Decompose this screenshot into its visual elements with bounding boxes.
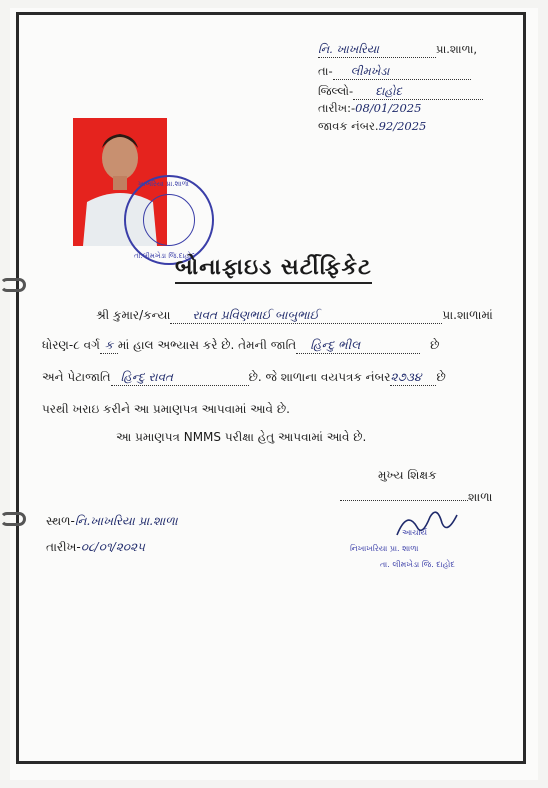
sig-stamp-line1: આચાર્ય [402,528,428,537]
principal-signature [392,505,462,545]
header-district-line: જિલ્લો- દાહોદ [318,84,483,100]
header-school-line: નિ. ખાખરિયા પ્રા.શાળા, [318,42,478,56]
body-line-1: શ્રી કુમાર/કન્યા રાવત પ્રવિણભાઈ બાબુભાઈ પ્રા.શાળામાં [96,308,493,322]
footer-place: સ્થળ-નિ.ખાખરિયા પ્રા.શાળા [46,514,178,528]
header-outward-line: જાવક નંબર.92/2025 [318,119,427,133]
principal-school-line: શાળા [340,490,493,505]
sig-stamp-line3: તા. લીમખેડા જિ. દાહોદ [380,560,455,569]
sig-stamp-line2: નિખાખરિયા પ્રા. શાળા [350,544,419,553]
footer-date: તારીખ-૦૮/૦૧/૨૦૨૫ [46,540,145,554]
stamp-text-bottom: તા.લીમખેડા જિ.દાહોદ [134,252,196,260]
body-line-5: આ પ્રમાણપત્ર NMMS પરીક્ષા હેતુ આપવામાં આવે છે. [116,430,367,444]
stamp-text-top: ખાખરિયા પ્રા.શાળા [138,180,189,188]
body-line-4: પરથી ખરાઇ કરીને આ પ્રમાણપત્ર આપવામાં આવે છે. [42,402,290,416]
principal-label: મુખ્ય શિક્ષક [378,468,437,482]
school-stamp-inner [143,194,195,246]
certificate-title: બોનાફાઇડ સર્ટીફિકેટ [175,255,372,284]
binder-ring-top [0,278,26,292]
header-taluka-line: તા- લીમખેડા [318,64,471,80]
body-line-2: ધોરણ-૮ વર્ગ ક માં હાલ અભ્યાસ કરે છે. તેમની જાતિ હિન્દુ ભીલ છે [42,338,440,352]
header-date-line: તારીખ:-08/01/2025 [318,101,422,115]
binder-ring-bottom [0,512,26,526]
body-line-3: અને પેટાજાતિ હિન્દુ રાવત છે. જે શાળાના વયપત્રક નંબર૨૭૩૪ છે [42,370,446,384]
